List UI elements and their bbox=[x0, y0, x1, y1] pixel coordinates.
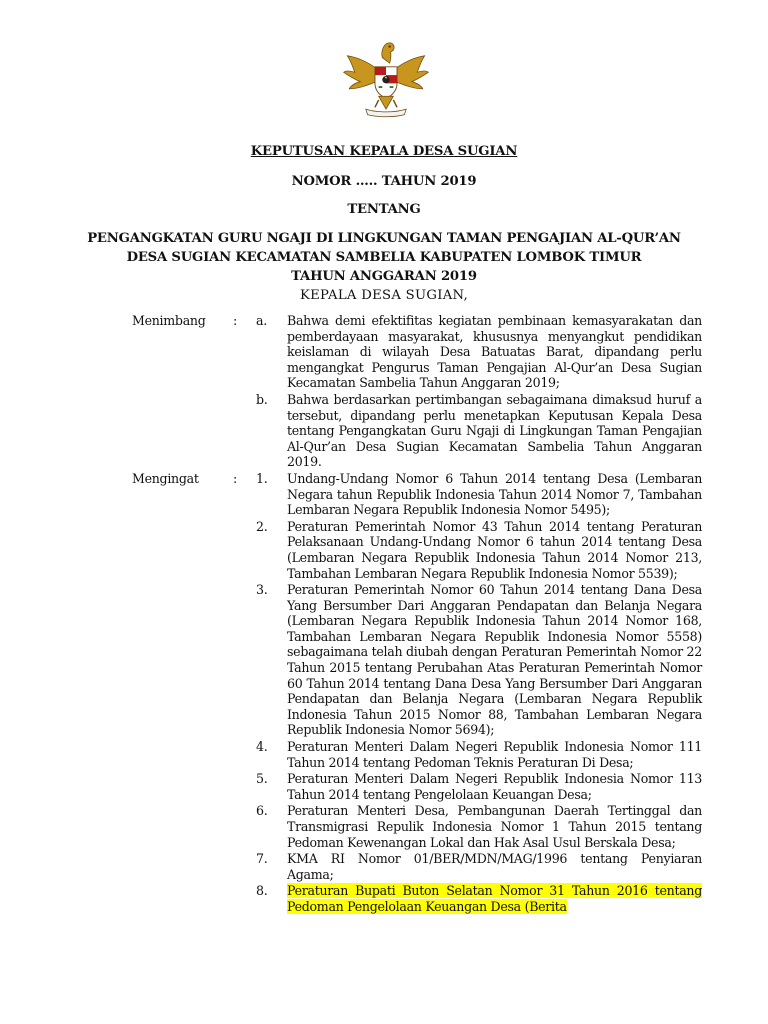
subject-line: PENGANGKATAN GURU NGAJI DI LINGKUNGAN TAMAN PENGAJIAN AL-QUR’AN bbox=[87, 231, 681, 246]
document-about: TENTANG bbox=[347, 202, 421, 217]
list-item bbox=[132, 883, 702, 914]
list-item bbox=[132, 851, 702, 882]
section-label: Mengingat bbox=[132, 470, 199, 486]
item-text bbox=[287, 883, 702, 914]
highlighted-text: Peraturan Bupati Buton Selatan Nomor 31 Tahun 2016 tentang Pedoman Pengelolaan Keuangan Desa (Berita bbox=[287, 883, 702, 914]
item-marker: 2. bbox=[256, 518, 268, 534]
item-text: Peraturan Pemerintah Nomor 43 Tahun 2014 tentang Peraturan Pelaksanaan Undang-Undang Nomor 6 tahun 2014 tentang Desa (Lembaran Negara Republik Indonesia Tahun 2014 Nomor 213, Tambahan Lembaran Negara Republik Indonesia Nomor 5539); bbox=[287, 518, 702, 581]
subject-line: TAHUN ANGGARAN 2019 bbox=[291, 269, 477, 284]
item-marker: b. bbox=[256, 391, 268, 407]
item-text: Bahwa demi efektifitas kegiatan pembinaan kemasyarakatan dan pemberdayaan masyarakat, khususnya menyangkut pendidikan keislaman di wilayah Desa Batuatas Barat, dipandang perlu mengangkat Pengurus Taman Pengajian Al-Qur’an Desa Sugian Kecamatan Sambelia Tahun Anggaran 2019; bbox=[287, 313, 702, 391]
document-opener: KEPALA DESA SUGIAN, bbox=[299, 288, 469, 303]
item-text: Undang-Undang Nomor 6 Tahun 2014 tentang Desa (Lembaran Negara tahun Republik Indonesia Tahun 2014 Nomor 7, Tambahan Lembaran Negara Republik Indonesia Nomor 5495); bbox=[287, 470, 702, 518]
item-marker: 4. bbox=[256, 739, 268, 755]
item-marker: 5. bbox=[256, 771, 268, 787]
section-menimbang bbox=[132, 313, 702, 470]
item-marker: 7. bbox=[256, 851, 268, 867]
item-text: Peraturan Menteri Dalam Negeri Republik Indonesia Nomor 113 Tahun 2014 tentang Pengelolaan Keuangan Desa; bbox=[287, 771, 702, 802]
document-number: NOMOR ….. TAHUN 2019 bbox=[291, 174, 477, 189]
list-item bbox=[132, 471, 702, 518]
item-text: Peraturan Menteri Desa, Pembangunan Daerah Tertinggal dan Transmigrasi Repulik Indonesia Nomor 1 Tahun 2015 tentang Pedoman Kewenangan Lokal dan Hak Asal Usul Berskala Desa; bbox=[287, 803, 702, 850]
item-marker: 1. bbox=[256, 470, 268, 486]
list-item bbox=[132, 582, 702, 738]
item-text: Peraturan Menteri Dalam Negeri Republik Indonesia Nomor 111 Tahun 2014 tentang Pedoman Teknis Peraturan Di Desa; bbox=[287, 739, 702, 770]
item-text: Peraturan Pemerintah Nomor 60 Tahun 2014 tentang Dana Desa Yang Bersumber Dari Anggaran Pendapatan dan Belanja Negara (Lembaran Negara Republik Indonesia Tahun 2014 Nomor 168, Tambahan Lembaran Negara Republik Indonesia Nomor 5558) sebagaimana telah diubah dengan Peraturan Pemerintah Nomor 22 Tahun 2015 tentang Perubahan Atas Peraturan Pemerintah Nomor 60 Tahun 2014 tentang Dana Desa Yang Bersumber Dari Anggaran Pendapatan dan Belanja Negara (Lembaran Negara Republik Indonesia Tahun 2015 Nomor 88, Tambahan Lembaran Negara Republik Indonesia Nomor 5694); bbox=[287, 582, 702, 738]
list-item bbox=[132, 519, 702, 581]
section-label: Menimbang bbox=[132, 313, 206, 328]
item-marker: a. bbox=[256, 313, 267, 328]
list-item bbox=[132, 803, 702, 850]
section-colon: : bbox=[233, 313, 237, 328]
list-item bbox=[132, 739, 702, 770]
item-marker: 6. bbox=[256, 803, 268, 819]
section-mengingat bbox=[132, 471, 702, 915]
subject-line: DESA SUGIAN KECAMATAN SAMBELIA KABUPATEN LOMBOK TIMUR bbox=[126, 250, 642, 265]
list-item bbox=[132, 771, 702, 802]
document-body bbox=[132, 313, 702, 916]
list-item bbox=[132, 313, 702, 391]
document-title: KEPUTUSAN KEPALA DESA SUGIAN bbox=[250, 144, 518, 159]
document-subject bbox=[0, 229, 768, 286]
item-text: KMA RI Nomor 01/BER/MDN/MAG/1996 tentang Penyiaran Agama; bbox=[287, 851, 702, 882]
list-item bbox=[132, 392, 702, 470]
section-colon: : bbox=[233, 470, 237, 486]
item-text: Bahwa berdasarkan pertimbangan sebagaimana dimaksud huruf a tersebut, dipandang perlu menetapkan Keputusan Kepala Desa tentang Pengangkatan Guru Ngaji di Lingkungan Taman Pengajian Al-Qur’an Desa Sugian Kecamatan Sambelia Tahun Anggaran 2019. bbox=[287, 391, 702, 470]
garuda-emblem-icon bbox=[340, 30, 432, 122]
item-marker: 8. bbox=[256, 883, 268, 899]
item-marker: 3. bbox=[256, 582, 268, 598]
